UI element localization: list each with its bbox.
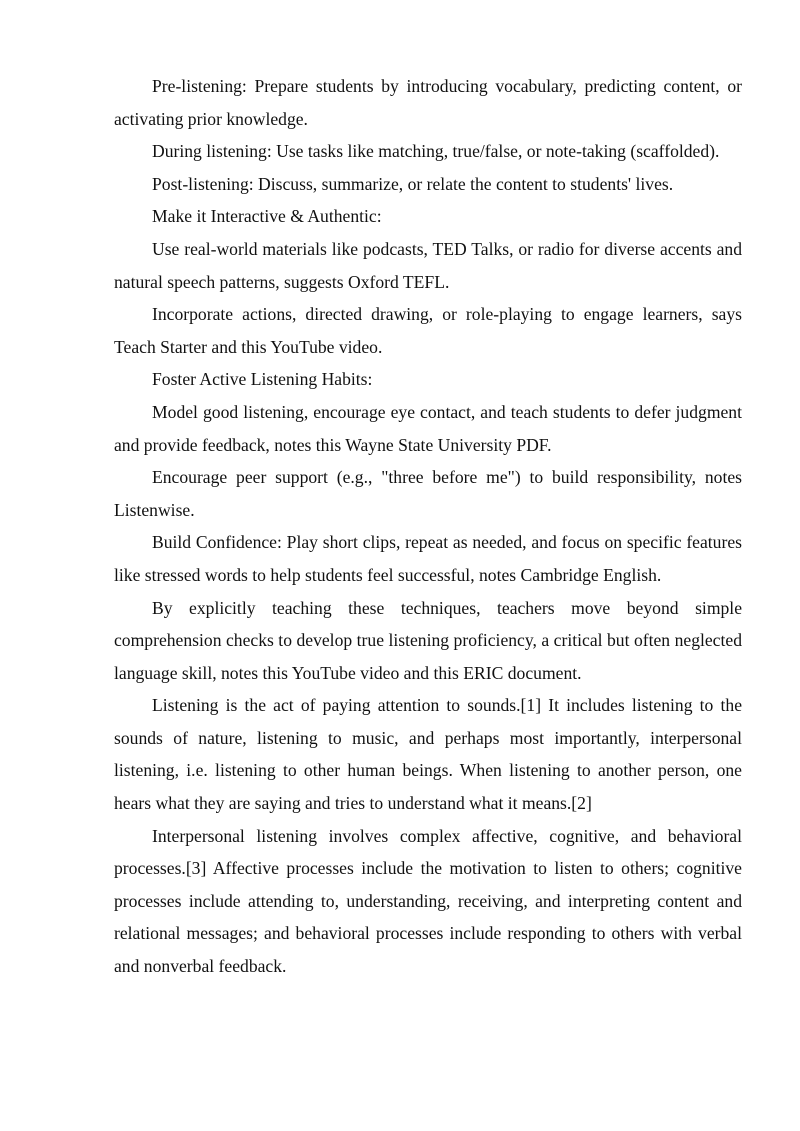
paragraph-interpersonal-listening: Interpersonal listening involves complex affective, cognitive, and behavioral processes.[3] Affective processes include the motivation to listen to others; cognitive processes include attending to, understanding, receiving, and interpreting content and relational messages; and behavioral processes include responding to others with verbal and nonverbal feedback. xyxy=(114,825,742,977)
paragraph-during-listening: During listening: Use tasks like matching, true/false, or note-taking (scaffolded). xyxy=(152,141,720,162)
paragraph-post-listening: Post-listening: Discuss, summarize, or relate the content to students' lives. xyxy=(152,173,674,194)
paragraph-explicit-teaching: By explicitly teaching these techniques, teachers move beyond simple comprehension checks to develop true listening proficiency, a critical but often neglected language skill, notes this YouTube video and this ERIC document. xyxy=(114,597,742,683)
paragraph-build-confidence: Build Confidence: Play short clips, repeat as needed, and focus on specific features like stressed words to help students feel successful, notes Cambridge English. xyxy=(114,532,742,585)
heading-active-listening-habits: Foster Active Listening Habits: xyxy=(152,369,373,390)
paragraph-model-good-listening: Model good listening, encourage eye contact, and teach students to defer judgment and provide feedback, notes this Wayne State University PDF. xyxy=(114,401,742,455)
paragraph-peer-support: Encourage peer support (e.g., "three before me") to build responsibility, notes Listenwise. xyxy=(114,467,742,520)
paragraph-listening-definition: Listening is the act of paying attention to sounds.[1] It includes listening to the sounds of nature, listening to music, and perhaps most importantly, interpersonal listening, i.e. listening to other human beings. When listening to another person, one hears what they are saying and tries to understand what it means.[2] xyxy=(114,695,742,814)
paragraph-pre-listening: Pre-listening: Prepare students by introducing vocabulary, predicting content, or activating prior knowledge. xyxy=(114,76,742,129)
paragraph-incorporate-actions: Incorporate actions, directed drawing, or role-playing to engage learners, says Teach Starter and this YouTube video. xyxy=(114,304,742,357)
document-page xyxy=(114,70,742,983)
heading-interactive-authentic: Make it Interactive & Authentic: xyxy=(152,206,382,227)
paragraph-real-world-materials: Use real-world materials like podcasts, TED Talks, or radio for diverse accents and natural speech patterns, suggests Oxford TEFL. xyxy=(114,238,742,292)
